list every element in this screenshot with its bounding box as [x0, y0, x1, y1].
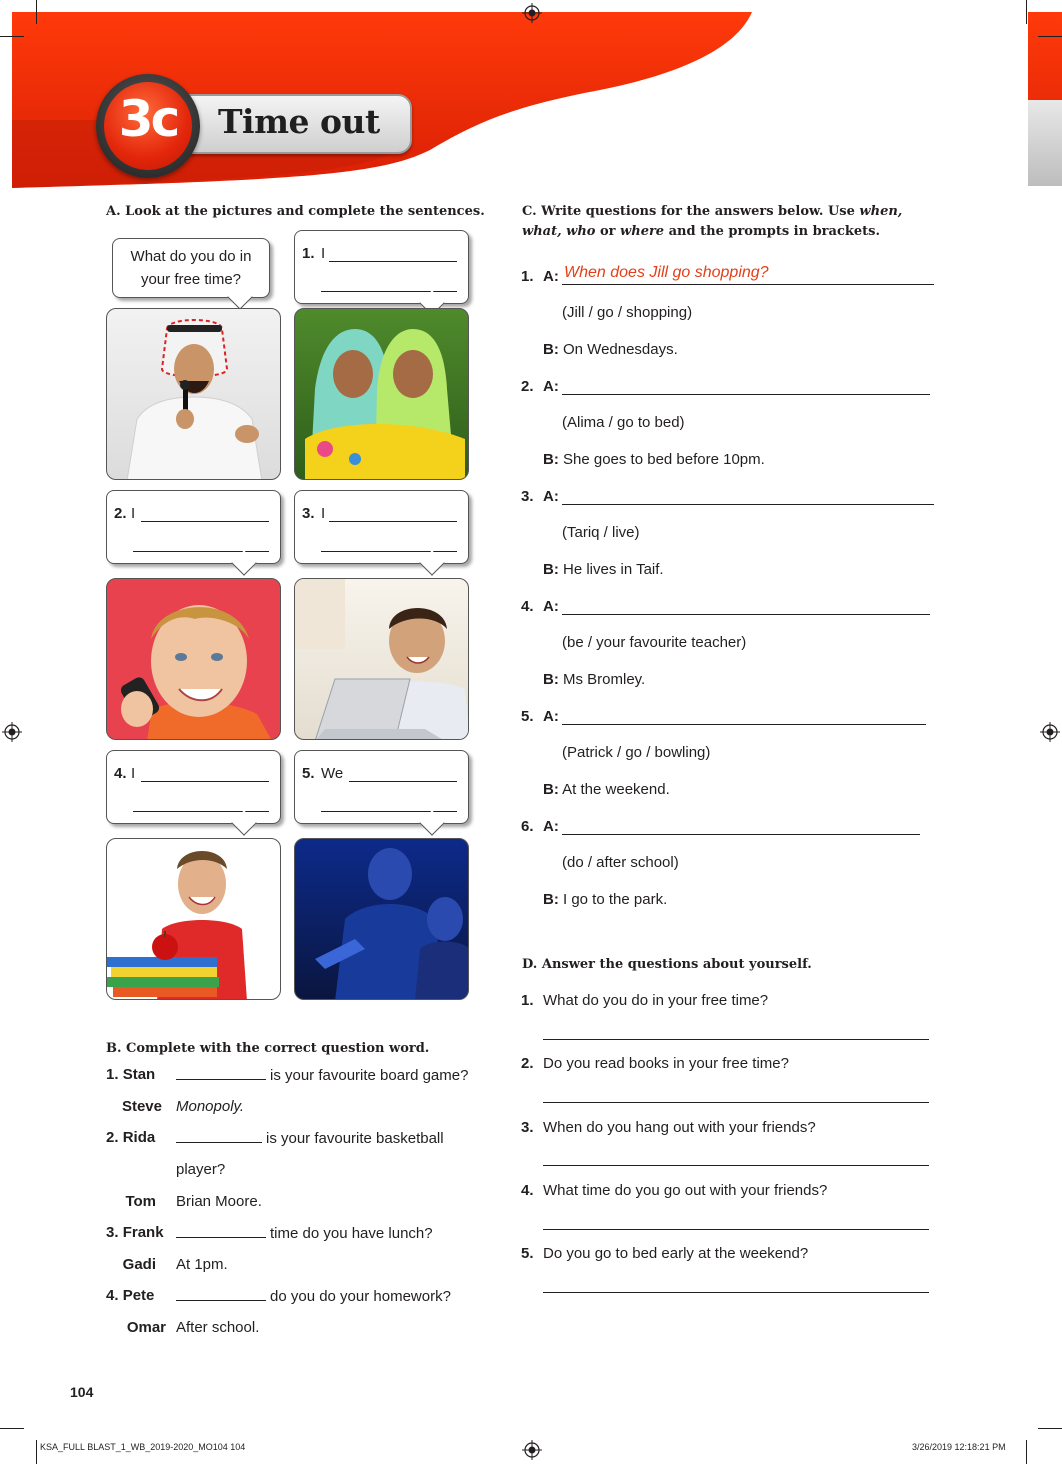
c-a-label: A: [543, 708, 559, 725]
speech-bubble-1 [294, 230, 469, 304]
c-a-label: A: [543, 268, 559, 285]
b-row-2 [106, 1098, 506, 1128]
b-row-3 [106, 1129, 506, 1159]
bubble-tail [419, 810, 444, 835]
c-answer-line[interactable] [562, 724, 926, 725]
registration-mark-icon [522, 3, 542, 23]
photo-boy-with-books [106, 838, 281, 1000]
photo-boys-watching-tv [294, 838, 469, 1000]
b-text: is your favourite board game? [176, 1066, 468, 1084]
c-b-line: B: At the weekend. [543, 781, 670, 798]
b-speaker: 2. Rida [106, 1129, 156, 1146]
bubble-tail [419, 550, 444, 575]
c-item-number: 6. [521, 818, 534, 835]
b-text: is your favourite basketball [176, 1129, 444, 1147]
c-a-label: A: [543, 488, 559, 505]
section-c-heading: C. Write questions for the answers below. Use when, what, who or where and the prompts in brackets. [522, 204, 903, 239]
c-prompt: (Jill / go / shopping) [562, 304, 693, 321]
speech-bubble-4 [106, 750, 281, 824]
bubble-start-word: I [131, 505, 136, 522]
question-word-blank[interactable] [176, 1129, 262, 1143]
b-row-5 [106, 1193, 506, 1223]
b-speaker: Tom [125, 1193, 156, 1210]
section-d-heading: D. Answer the questions about yourself. [522, 957, 812, 972]
crop-mark [0, 36, 24, 37]
question-word-blank[interactable] [176, 1066, 266, 1080]
d-question-number: 4. [521, 1182, 534, 1199]
bubble-tail [231, 550, 256, 575]
bubble-tail [227, 284, 252, 309]
bubble-number: 5. [302, 765, 315, 782]
photo-two-girls [294, 308, 469, 480]
d-question-number: 1. [521, 992, 534, 1009]
b-speaker: Omar [126, 1319, 166, 1336]
answer-line[interactable] [321, 811, 457, 812]
bubble-start-word: We [321, 765, 344, 782]
d-question: When do you hang out with your friends? [543, 1119, 816, 1136]
b-text: Brian Moore. [176, 1193, 262, 1210]
c-answer-line[interactable] [562, 834, 920, 835]
crop-mark [0, 1428, 24, 1429]
c-sample-answer: When does Jill go shopping? [564, 264, 769, 281]
b-text: player? [176, 1161, 226, 1178]
page-title: Time out [218, 102, 380, 141]
crop-mark [36, 1440, 37, 1464]
b-row-7 [106, 1256, 506, 1286]
answer-line[interactable] [329, 261, 457, 262]
bubble-tail [231, 810, 256, 835]
bubble-number: 3. [302, 505, 315, 522]
bubble-number: 1. [302, 245, 315, 262]
answer-line[interactable] [133, 811, 269, 812]
answer-line[interactable] [321, 551, 457, 552]
d-answer-line[interactable] [543, 1165, 929, 1166]
answer-line[interactable] [133, 551, 269, 552]
c-item-number: 1. [521, 268, 534, 285]
b-text: time do you have lunch? [176, 1224, 433, 1242]
example-bubble-text: What do you do in your free time? [130, 248, 252, 288]
b-speaker: Gadi [122, 1256, 156, 1273]
d-question-number: 3. [521, 1119, 534, 1136]
d-question: Do you read books in your free time? [543, 1055, 789, 1072]
c-item-number: 5. [521, 708, 534, 725]
b-text: After school. [176, 1319, 260, 1336]
photo-boy-with-laptop [294, 578, 469, 740]
b-row-9 [106, 1319, 506, 1349]
c-b-line: B: On Wednesdays. [543, 341, 678, 358]
speech-bubble-3 [294, 490, 469, 564]
c-item-number: 2. [521, 378, 534, 395]
c-item-number: 3. [521, 488, 534, 505]
c-prompt: (do / after school) [562, 854, 679, 871]
c-b-line: B: I go to the park. [543, 891, 668, 908]
file-info: KSA_FULL BLAST_1_WB_2019-2020_MO104 104 [40, 1442, 246, 1452]
b-text: At 1pm. [176, 1256, 228, 1273]
bubble-start-word: I [321, 245, 326, 262]
c-b-line: B: He lives in Taif. [543, 561, 664, 578]
example-speech-bubble [112, 238, 270, 298]
c-answer-line[interactable] [562, 504, 934, 505]
b-row-6 [106, 1224, 506, 1254]
bubble-number: 4. [114, 765, 127, 782]
bubble-number: 2. [114, 505, 127, 522]
photo-man-with-microphone [106, 308, 281, 480]
two-girls-image [295, 309, 469, 480]
answer-line[interactable] [349, 781, 457, 782]
page-number: 104 [70, 1384, 94, 1400]
c-b-line: B: She goes to bed before 10pm. [543, 451, 765, 468]
crop-mark [1026, 0, 1027, 24]
c-prompt: (Alima / go to bed) [562, 414, 685, 431]
bubble-start-word: I [321, 505, 326, 522]
answer-line[interactable] [141, 521, 269, 522]
question-word-blank[interactable] [176, 1224, 266, 1238]
b-row-1 [106, 1066, 506, 1096]
b-text: Monopoly. [176, 1098, 245, 1115]
c-answer-line[interactable] [562, 394, 930, 395]
c-prompt: (Tariq / live) [562, 524, 640, 541]
b-row-8 [106, 1287, 506, 1317]
registration-mark-icon [2, 722, 22, 742]
d-question: What do you do in your free time? [543, 992, 769, 1009]
c-b-line: B: Ms Bromley. [543, 671, 646, 688]
c-a-label: A: [543, 818, 559, 835]
registration-mark-icon [1040, 722, 1060, 742]
d-question: What time do you go out with your friends? [543, 1182, 828, 1199]
c-a-label: A: [543, 378, 559, 395]
answer-line[interactable] [321, 291, 457, 292]
b-speaker: Steve [121, 1098, 162, 1115]
section-b-heading: B. Complete with the correct question word. [106, 1041, 430, 1056]
question-word-blank[interactable] [176, 1287, 266, 1301]
bubble-start-word: I [131, 765, 136, 782]
d-question-number: 2. [521, 1055, 534, 1072]
section-a-heading: A. Look at the pictures and complete the sentences. [106, 204, 485, 219]
speech-bubble-2 [106, 490, 281, 564]
d-answer-line[interactable] [543, 1039, 929, 1040]
boy-with-books-image [107, 839, 281, 1000]
boys-watching-tv-image [295, 839, 469, 1000]
registration-mark-icon [522, 1440, 542, 1460]
photo-boy-with-phone [106, 578, 281, 740]
c-a-label: A: [543, 598, 559, 615]
crop-mark [1026, 1440, 1027, 1464]
d-answer-line[interactable] [543, 1229, 929, 1230]
boy-with-phone-image [107, 579, 281, 740]
b-speaker: 3. Frank [106, 1224, 164, 1241]
unit-badge-label: 3c [118, 90, 178, 148]
d-answer-line[interactable] [543, 1292, 929, 1293]
b-text: do you do your homework? [176, 1287, 451, 1305]
boy-with-laptop-image [295, 579, 469, 740]
b-row-4 [106, 1161, 506, 1191]
d-question: Do you go to bed early at the weekend? [543, 1245, 809, 1262]
answer-line[interactable] [141, 781, 269, 782]
speech-bubble-5 [294, 750, 469, 824]
b-speaker: 1. Stan [106, 1066, 156, 1083]
man-with-microphone-image [107, 309, 281, 480]
c-prompt: (be / your favourite teacher) [562, 634, 747, 651]
c-prompt: (Patrick / go / bowling) [562, 744, 711, 761]
d-question-number: 5. [521, 1245, 534, 1262]
b-speaker: 4. Pete [106, 1287, 155, 1304]
c-answer-line[interactable] [562, 284, 934, 285]
d-answer-line[interactable] [543, 1102, 929, 1103]
c-item-number: 4. [521, 598, 534, 615]
answer-line[interactable] [329, 521, 457, 522]
c-answer-line[interactable] [562, 614, 930, 615]
print-timestamp: 3/26/2019 12:18:21 PM [912, 1442, 1006, 1452]
crop-mark [1038, 1428, 1062, 1429]
crop-mark [36, 0, 37, 24]
crop-mark [1038, 36, 1062, 37]
